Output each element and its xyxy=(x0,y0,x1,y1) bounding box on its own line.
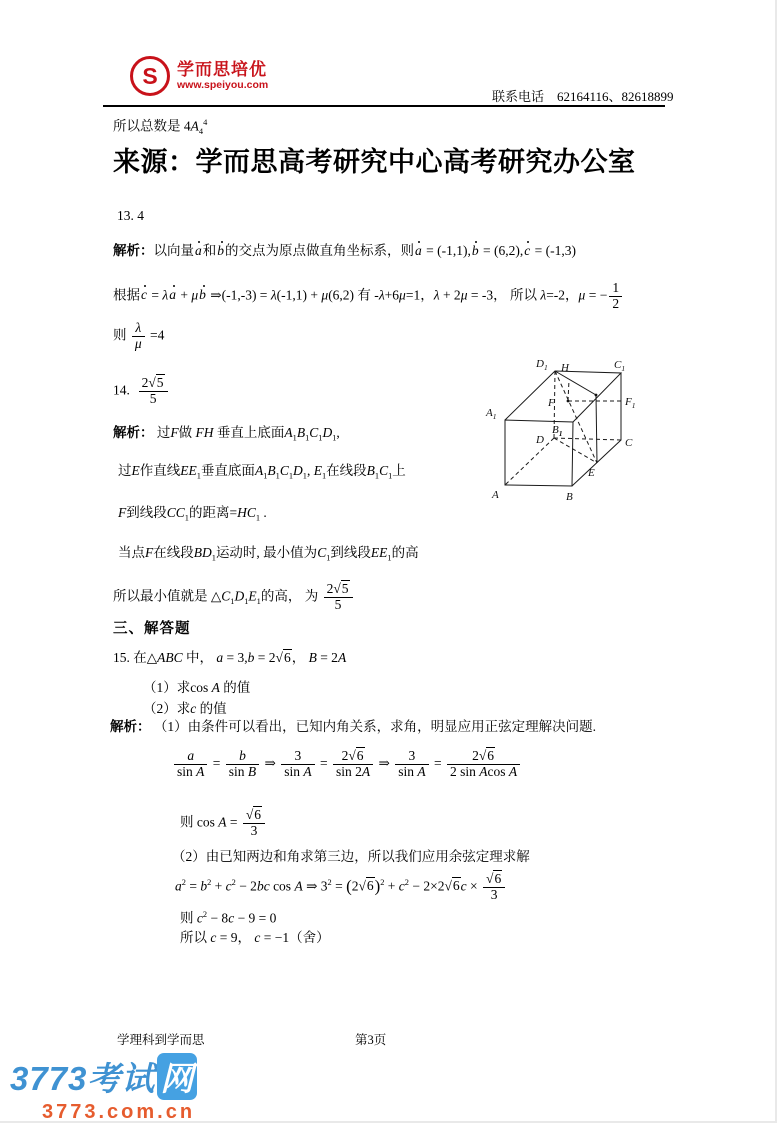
figure-label-c1: $C_1$ xyxy=(614,359,626,373)
header-divider xyxy=(103,105,665,107)
q15-item1: （1）求cos A 的值 xyxy=(143,680,251,695)
total-count-line: 所以总数是 $4A_4^4$ xyxy=(113,118,208,137)
figure-label-f1: $F_1$ xyxy=(625,396,636,410)
hidden-edge-d-c xyxy=(554,438,621,440)
q14-analysis-line2: 过E作直线$EE_1$垂直底面$A_1B_1C_1D_1$, $E_1$在线段$B_1C_1$上 xyxy=(118,463,406,481)
segment-f-h xyxy=(568,380,569,401)
q13-analysis-line2: 根据c = λa + μb ⇒(-1,-3) = λ(-1,1) + μ(6,2) 有 -λ+6μ=1，λ + 2μ = -3， 所以 λ=-2，μ = − $\frac{1}{2}$ xyxy=(113,281,624,312)
figure-label-d1: $D_1$ xyxy=(536,358,548,372)
q15-statement: 15. 在△ABC 中， a = 3,b = 2√6， B = 2A xyxy=(113,650,347,665)
figure-label-d: D xyxy=(536,434,544,446)
q14-analysis-line5: 所以最小值就是 $\triangle C_1D_1E_1$的高， 为 $\frac{2√5}{5}$ xyxy=(113,582,355,613)
point-f-dot xyxy=(567,400,570,403)
3773-logo-text: 3773考试 xyxy=(10,1060,156,1097)
segment-e1-e xyxy=(596,395,597,463)
cube-top-face-edges xyxy=(505,371,621,422)
segment-d-e xyxy=(554,438,597,463)
q15-formula3: $a^2 = b^2 + c^2 - 2bc$ cos A ⇒ $3^2 = (2√6)^2 + c^2 - 2\times 2√6c$ × $\frac{√6}{3}$ xyxy=(175,872,507,903)
page-number: 第3页 xyxy=(355,1033,387,1047)
speiyou-logo xyxy=(130,56,268,96)
q15-analysis-line3: （2）由已知两边和角求第三边，所以我们应用余弦定理求解 xyxy=(172,849,530,864)
contact-phone: 联系电话 62164116、82618899 xyxy=(492,89,674,104)
q15-analysis-line1: 解析： （1）由条件可以看出，已知内角关系，求角，明显应用正弦定理解决问题. xyxy=(110,719,596,734)
q13-answer: 13. 4 xyxy=(117,208,144,223)
figure-label-c: C xyxy=(625,437,633,449)
speiyou-logo-text xyxy=(177,61,268,92)
figure-label-f: F xyxy=(548,397,555,409)
q15-formula1: $\frac{a}{\text{sin A}}$ = $\frac{b}{\text{sin B}}$ ⇒ $\frac{3}{\text{sin A}}$ = $\frac{2√6}{\sin 2A}$ ⇒ $\frac{3}{\text{sin A}}$ = $\frac{2√6}{\text{2 sin Acos A}}$ xyxy=(172,749,522,780)
figure-label-h: H xyxy=(561,362,569,374)
3773-watermark-logo xyxy=(10,1053,197,1123)
q14-analysis-line3: F到线段$CC_1$的距离$=HC_1$ . xyxy=(118,505,267,523)
point-e1-dot xyxy=(595,394,598,397)
q14-analysis-line4: 当点F在线段$BD_1$运动时, 最小值为$C_1$到线段$EE_1$的高 xyxy=(118,545,419,563)
figure-label-a1: $A_1$ xyxy=(486,407,497,421)
3773-logo-net-badge: 网 xyxy=(157,1053,197,1100)
q15-conclusion: 所以 c = 9， c = −1（舍） xyxy=(180,930,330,945)
footer-slogan: 学理科到学而思 xyxy=(117,1033,205,1047)
cube-figure xyxy=(478,340,678,510)
hidden-edge-d-a xyxy=(505,438,554,485)
q13-analysis-line1: 解析：以向量a和b的交点为原点做直角坐标系，则a = (-1,1),b = (6,2),c = (-1,3) xyxy=(113,243,576,258)
q13-analysis-line3: 则 $\frac{\lambda}{\mu}$ =4 xyxy=(113,320,165,351)
section-3-heading: 三、解答题 xyxy=(113,621,191,637)
segment-d1-e xyxy=(555,371,597,463)
figure-label-a: A xyxy=(492,489,499,501)
3773-logo-url: 3773.com.cn xyxy=(42,1101,196,1123)
figure-label-e: E xyxy=(588,467,595,479)
q15-formula2: 则 cos A = $\frac{√6}{3}$ xyxy=(180,808,267,839)
source-heading: 来源：学而思高考研究中心高考研究办公室 xyxy=(113,147,636,177)
q15-item2: （2）求c 的值 xyxy=(143,701,227,716)
segment-d1-e1 xyxy=(555,371,596,395)
q15-formula4: 则 $c^2 - 8c - 9 = 0$ xyxy=(180,910,277,926)
speiyou-logo-icon: S xyxy=(130,56,170,96)
3773-logo-title xyxy=(10,1053,197,1100)
brand-site: www.speiyou.com xyxy=(177,79,269,92)
figure-label-b1: $B_1$ xyxy=(552,424,563,438)
brand-name: 学而思培优 xyxy=(177,59,267,79)
q14-answer: 14. $\frac{2√5}{5}$ xyxy=(113,376,170,407)
q14-analysis-line1: 解析： 过F做 FH 垂直上底面$A_1B_1C_1D_1$, xyxy=(113,425,340,443)
figure-label-b: B xyxy=(566,491,573,503)
